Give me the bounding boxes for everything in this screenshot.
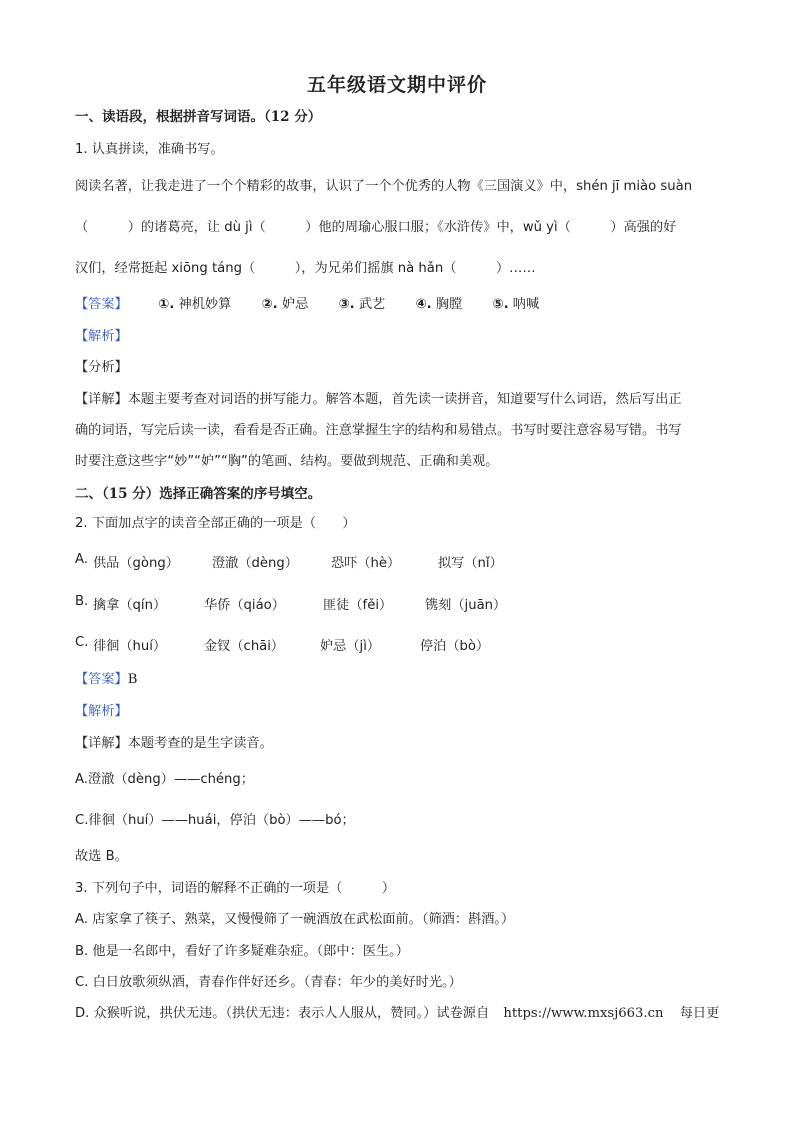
passage-line-2: （ ）的诸葛亮，让 dù jì（ ）他的周瑜心服口服；《水浒传》中，wǔ yì（ ）高强的好: [75, 220, 677, 235]
option-item: 恐吓（hè）: [331, 556, 401, 571]
section2-heading: 二、（15 分）选择正确答案的序号填空。: [75, 486, 322, 502]
fenxi-tag: 【分析】: [75, 360, 128, 375]
option-item: 镌刻（juān）: [425, 598, 507, 613]
page-title: 五年级语文期中评价: [306, 74, 487, 96]
answer-item: ②. 妒忌: [261, 297, 309, 312]
passage-line-1: 阅读名著，让我走进了一个个精彩的故事，认识了一个个优秀的人物《三国演义》中，shén jī miào suàn: [75, 179, 693, 194]
q2-explain-c: C.徘徊（huí）——huái，停泊（bò）——bó；: [75, 813, 355, 828]
q1-answer-row: [75, 296, 565, 314]
q3-prompt: 3. 下列句子中，词语的解释不正确的一项是（ ）: [75, 881, 396, 896]
answer-value: B: [127, 672, 138, 687]
detail-text: 本题考查的是生字读音。: [127, 736, 273, 751]
section1-heading: 一、读语段，根据拼音写词语。（12 分）: [75, 109, 322, 125]
passage-line-3: 汉们，经常挺起 xiōng táng（ ），为兄弟们摇旗 nà hǎn（ ）……: [75, 261, 536, 276]
source-tail: 每日更: [679, 1006, 720, 1021]
q3-option-d-text: D. 众猴听说，拱伏无违。（拱伏无违：表示人人服从，赞同。）试卷源自: [75, 1006, 490, 1021]
option-label: B.: [75, 594, 89, 609]
q2-answer-row: [75, 671, 137, 689]
option-label: A.: [75, 552, 88, 567]
detail-line-2: 确的词语，写完后读一读，看看是否正确。注意掌握生字的结构和易错点。书写时要注意容易写错。书写: [75, 423, 682, 438]
q2-prompt: 2. 下面加点字的读音全部正确的一项是（ ）: [75, 516, 356, 531]
option-item: 停泊（bò）: [420, 639, 490, 654]
q3-option-a: A. 店家拿了筷子、熟菜，又慢慢筛了一碗酒放在武松面前。（筛酒：斟酒。）: [75, 912, 515, 927]
q2-jiexi-tag: 【解析】: [75, 704, 128, 719]
option-item: 妒忌（jì）: [320, 639, 381, 654]
option-item: 华侨（qiáo）: [204, 598, 285, 613]
detail-line-1: [75, 391, 682, 409]
jiexi-tag: 【解析】: [75, 329, 128, 344]
q3-option-c: C. 白日放歌须纵酒，青春作伴好还乡。（青春：年少的美好时光。）: [75, 975, 462, 990]
option-item: 拟写（nǐ）: [438, 556, 503, 571]
q3-option-b: B. 他是一名郎中，看好了许多疑难杂症。（郎中：医生。）: [75, 944, 409, 959]
q3-option-d: [75, 1005, 719, 1023]
answer-tag: 【答案】: [75, 297, 128, 312]
q1-prompt: 1. 认真拼读，准确书写。: [75, 142, 224, 157]
answer-item: ④. 胸膛: [415, 297, 463, 312]
answer-item: ③. 武艺: [338, 297, 386, 312]
option-item: 金钗（chāi）: [204, 639, 285, 654]
detail-text: 本题主要考查对词语的拼写能力。解答本题，首先读一读拼音，知道要写什么词语，然后写出正: [127, 392, 682, 407]
detail-tag: 【详解】: [75, 736, 128, 751]
answer-item: ⑤. 呐喊: [492, 297, 540, 312]
option-item: 擒拿（qín）: [93, 598, 167, 613]
q2-explain-a: A.澄澈（dèng）——chéng；: [75, 772, 254, 787]
detail-line-3: 时要注意这些字“妙”“妒”“胸”的笔画、结构。要做到规范、正确和美观。: [75, 454, 499, 469]
option-label: C.: [75, 635, 89, 650]
option-item: 匪徒（fěi）: [323, 598, 393, 613]
option-item: 徘徊（huí）: [93, 639, 167, 654]
option-item: 澄澈（dèng）: [212, 556, 298, 571]
q2-conclusion: 故选 B。: [75, 849, 128, 864]
q2-detail: [75, 735, 273, 753]
source-url: https://www.mxsj663.cn: [503, 1006, 664, 1021]
option-item: 供品（gòng）: [93, 556, 179, 571]
detail-tag: 【详解】: [75, 392, 128, 407]
answer-tag: 【答案】: [75, 672, 128, 687]
answer-item: ①. 神机妙算: [158, 297, 232, 312]
